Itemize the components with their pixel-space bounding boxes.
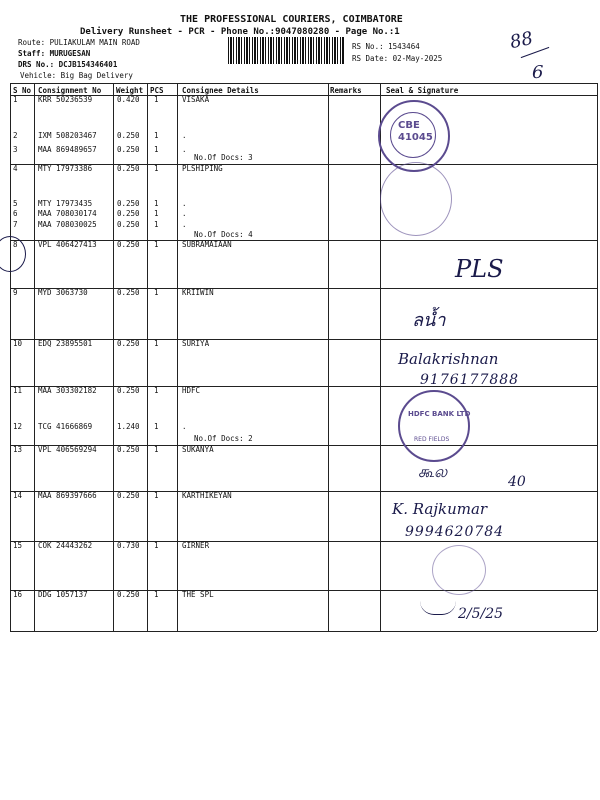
cell-sno: 8 [13,240,18,249]
doc-count: No.Of Docs: 3 [194,153,253,162]
row-divider [10,491,597,492]
cell-consignee: SUKANYA [182,445,214,454]
cell-consignee: SURIYA [182,339,210,348]
stamp-number: 41045 [398,132,433,143]
cell-wt: 0.250 [117,491,140,500]
row-divider [10,631,597,632]
column-divider [113,83,114,631]
hdfc-stamp-sub: RED FIELDS [414,436,450,443]
cell-cn: VPL 406427413 [38,240,97,249]
cell-consignee: SUBRAMAIAAN [182,240,232,249]
row-divider [10,83,597,84]
signature-row14-name: K. Rajkumar [392,500,488,518]
cell-wt: 0.250 [117,288,140,297]
cell-sno: 16 [13,590,23,599]
signature-row10-name: Balakrishnan [398,350,499,368]
cell-consignee: THE SPL [182,590,214,599]
cell-cn: MYD 3063730 [38,288,88,297]
cell-sno: 15 [13,541,23,550]
signature-row10-phone: 9176177888 [420,372,520,388]
cell-cn: VPL 406569294 [38,445,97,454]
cell-sno: 3 [13,145,18,154]
column-divider [10,83,11,631]
cell-sno: 6 [13,209,18,218]
signature-row13: கூல [418,462,448,481]
cell-pcs: 1 [154,339,159,348]
cell-pcs: 1 [154,445,159,454]
col-weight: Weight [116,86,144,95]
cell-pcs: 1 [154,209,159,218]
cell-pcs: 1 [154,95,159,104]
signature-pls: PLS [455,255,504,283]
cell-cn: EDQ 23895501 [38,339,93,348]
col-pcs: PCS [150,86,164,95]
cell-wt: 0.250 [117,209,140,218]
rs-number: RS No.: 1543464 [352,42,420,51]
cell-sno: 14 [13,491,23,500]
rs-date: RS Date: 02-May-2025 [352,54,443,63]
cell-wt: 0.730 [117,541,140,550]
cell-sno: 13 [13,445,23,454]
cell-consignee: HDFC [182,386,201,395]
cell-sno: 1 [13,95,18,104]
column-divider [597,83,598,631]
company-name: THE PROFESSIONAL COURIERS, COIMBATORE [180,14,403,25]
cell-wt: 0.420 [117,95,140,104]
cell-consignee: . [182,145,187,154]
cell-cn: MAA 869489657 [38,145,97,154]
cell-wt: 0.250 [117,386,140,395]
cell-consignee: VISAKA [182,95,210,104]
cell-cn: MAA 708030025 [38,220,97,229]
cell-pcs: 1 [154,590,159,599]
row-divider [10,240,597,241]
runsheet-title: Delivery Runsheet - PCR - Phone No.:9047080280 - Page No.:1 [80,27,400,37]
cell-wt: 1.240 [117,422,140,431]
cell-sno: 10 [13,339,23,348]
cell-wt: 0.250 [117,145,140,154]
cell-pcs: 1 [154,240,159,249]
row-divider [10,164,597,165]
row-divider [10,590,597,591]
cell-pcs: 1 [154,131,159,140]
col-remarks: Remarks [330,86,362,95]
cell-pcs: 1 [154,199,159,208]
cell-cn: IXM 508203467 [38,131,97,140]
row-divider [10,445,597,446]
cell-consignee: . [182,422,187,431]
cell-consignee: . [182,131,187,140]
cell-cn: KRR 50236539 [38,95,93,104]
cell-cn: COK 24443262 [38,541,93,550]
cell-pcs: 1 [154,145,159,154]
cell-pcs: 1 [154,386,159,395]
hdfc-stamp [398,390,470,462]
cell-consignee: . [182,199,187,208]
cell-sno: 7 [13,220,18,229]
row-divider [10,339,597,340]
handwritten-count: 88 [508,27,535,54]
cell-consignee: PLSHIPING [182,164,223,173]
cell-wt: 0.250 [117,199,140,208]
cell-cn: MAA 708030174 [38,209,97,218]
column-divider [177,83,178,631]
column-divider [147,83,148,631]
signature-row14-phone: 9994620784 [405,524,505,540]
cell-wt: 0.250 [117,164,140,173]
cell-sno: 5 [13,199,18,208]
cell-pcs: 1 [154,220,159,229]
cell-pcs: 1 [154,164,159,173]
cell-wt: 0.250 [117,240,140,249]
cell-wt: 0.250 [117,220,140,229]
signature-row16-date: 2/5/25 [458,606,504,622]
cell-pcs: 1 [154,422,159,431]
staff-label: Staff: MURUGESAN [18,49,91,58]
col-consignment: Consignment No [38,86,102,95]
cell-cn: MAA 303302182 [38,386,97,395]
cell-sno: 9 [13,288,18,297]
cell-consignee: KARTHIKEYAN [182,491,232,500]
row-divider [10,541,597,542]
faded-stamp [380,162,452,236]
cell-pcs: 1 [154,541,159,550]
cell-cn: TCG 41666869 [38,422,93,431]
column-divider [328,83,329,631]
signature-row13-b: 40 [508,474,526,490]
cell-consignee: GIRNER [182,541,210,550]
doc-count: No.Of Docs: 4 [194,230,253,239]
cell-wt: 0.250 [117,590,140,599]
col-consignee: Consignee Details [182,86,259,95]
col-seal-signature: Seal & Signature [386,86,459,95]
row-divider [10,288,597,289]
margin-circle [0,236,26,272]
column-divider [34,83,35,631]
col-sno: S No [13,86,32,95]
cell-wt: 0.250 [117,339,140,348]
signature-scribble [420,600,456,615]
column-divider [380,83,381,631]
cell-consignee: KRIIWIN [182,288,214,297]
doc-count: No.Of Docs: 2 [194,434,253,443]
row-divider [10,95,597,96]
route-label: Route: PULIAKULAM MAIN ROAD [18,38,140,47]
cell-sno: 2 [13,131,18,140]
signature-row9: ลน้ำ [412,310,446,331]
cell-cn: MTY 17973386 [38,164,93,173]
cell-pcs: 1 [154,491,159,500]
cell-sno: 12 [13,422,23,431]
cell-pcs: 1 [154,288,159,297]
faded-stamp-2 [432,545,486,595]
drs-number: DRS No.: DCJB154346401 [18,60,118,69]
cell-cn: DDG 1057137 [38,590,88,599]
cell-wt: 0.250 [117,445,140,454]
handwritten-count-2: 6 [532,62,544,83]
cell-sno: 4 [13,164,18,173]
cell-cn: MTY 17973435 [38,199,93,208]
stamp-code: CBE [398,120,420,131]
vehicle-label: Vehicle: Big Bag Delivery [20,71,133,80]
barcode [228,37,345,64]
cell-consignee: . [182,209,187,218]
hdfc-stamp-text: HDFC BANK LTD [408,410,471,418]
cell-consignee: . [182,220,187,229]
cell-cn: MAA 869397666 [38,491,97,500]
cell-sno: 11 [13,386,23,395]
cell-wt: 0.250 [117,131,140,140]
